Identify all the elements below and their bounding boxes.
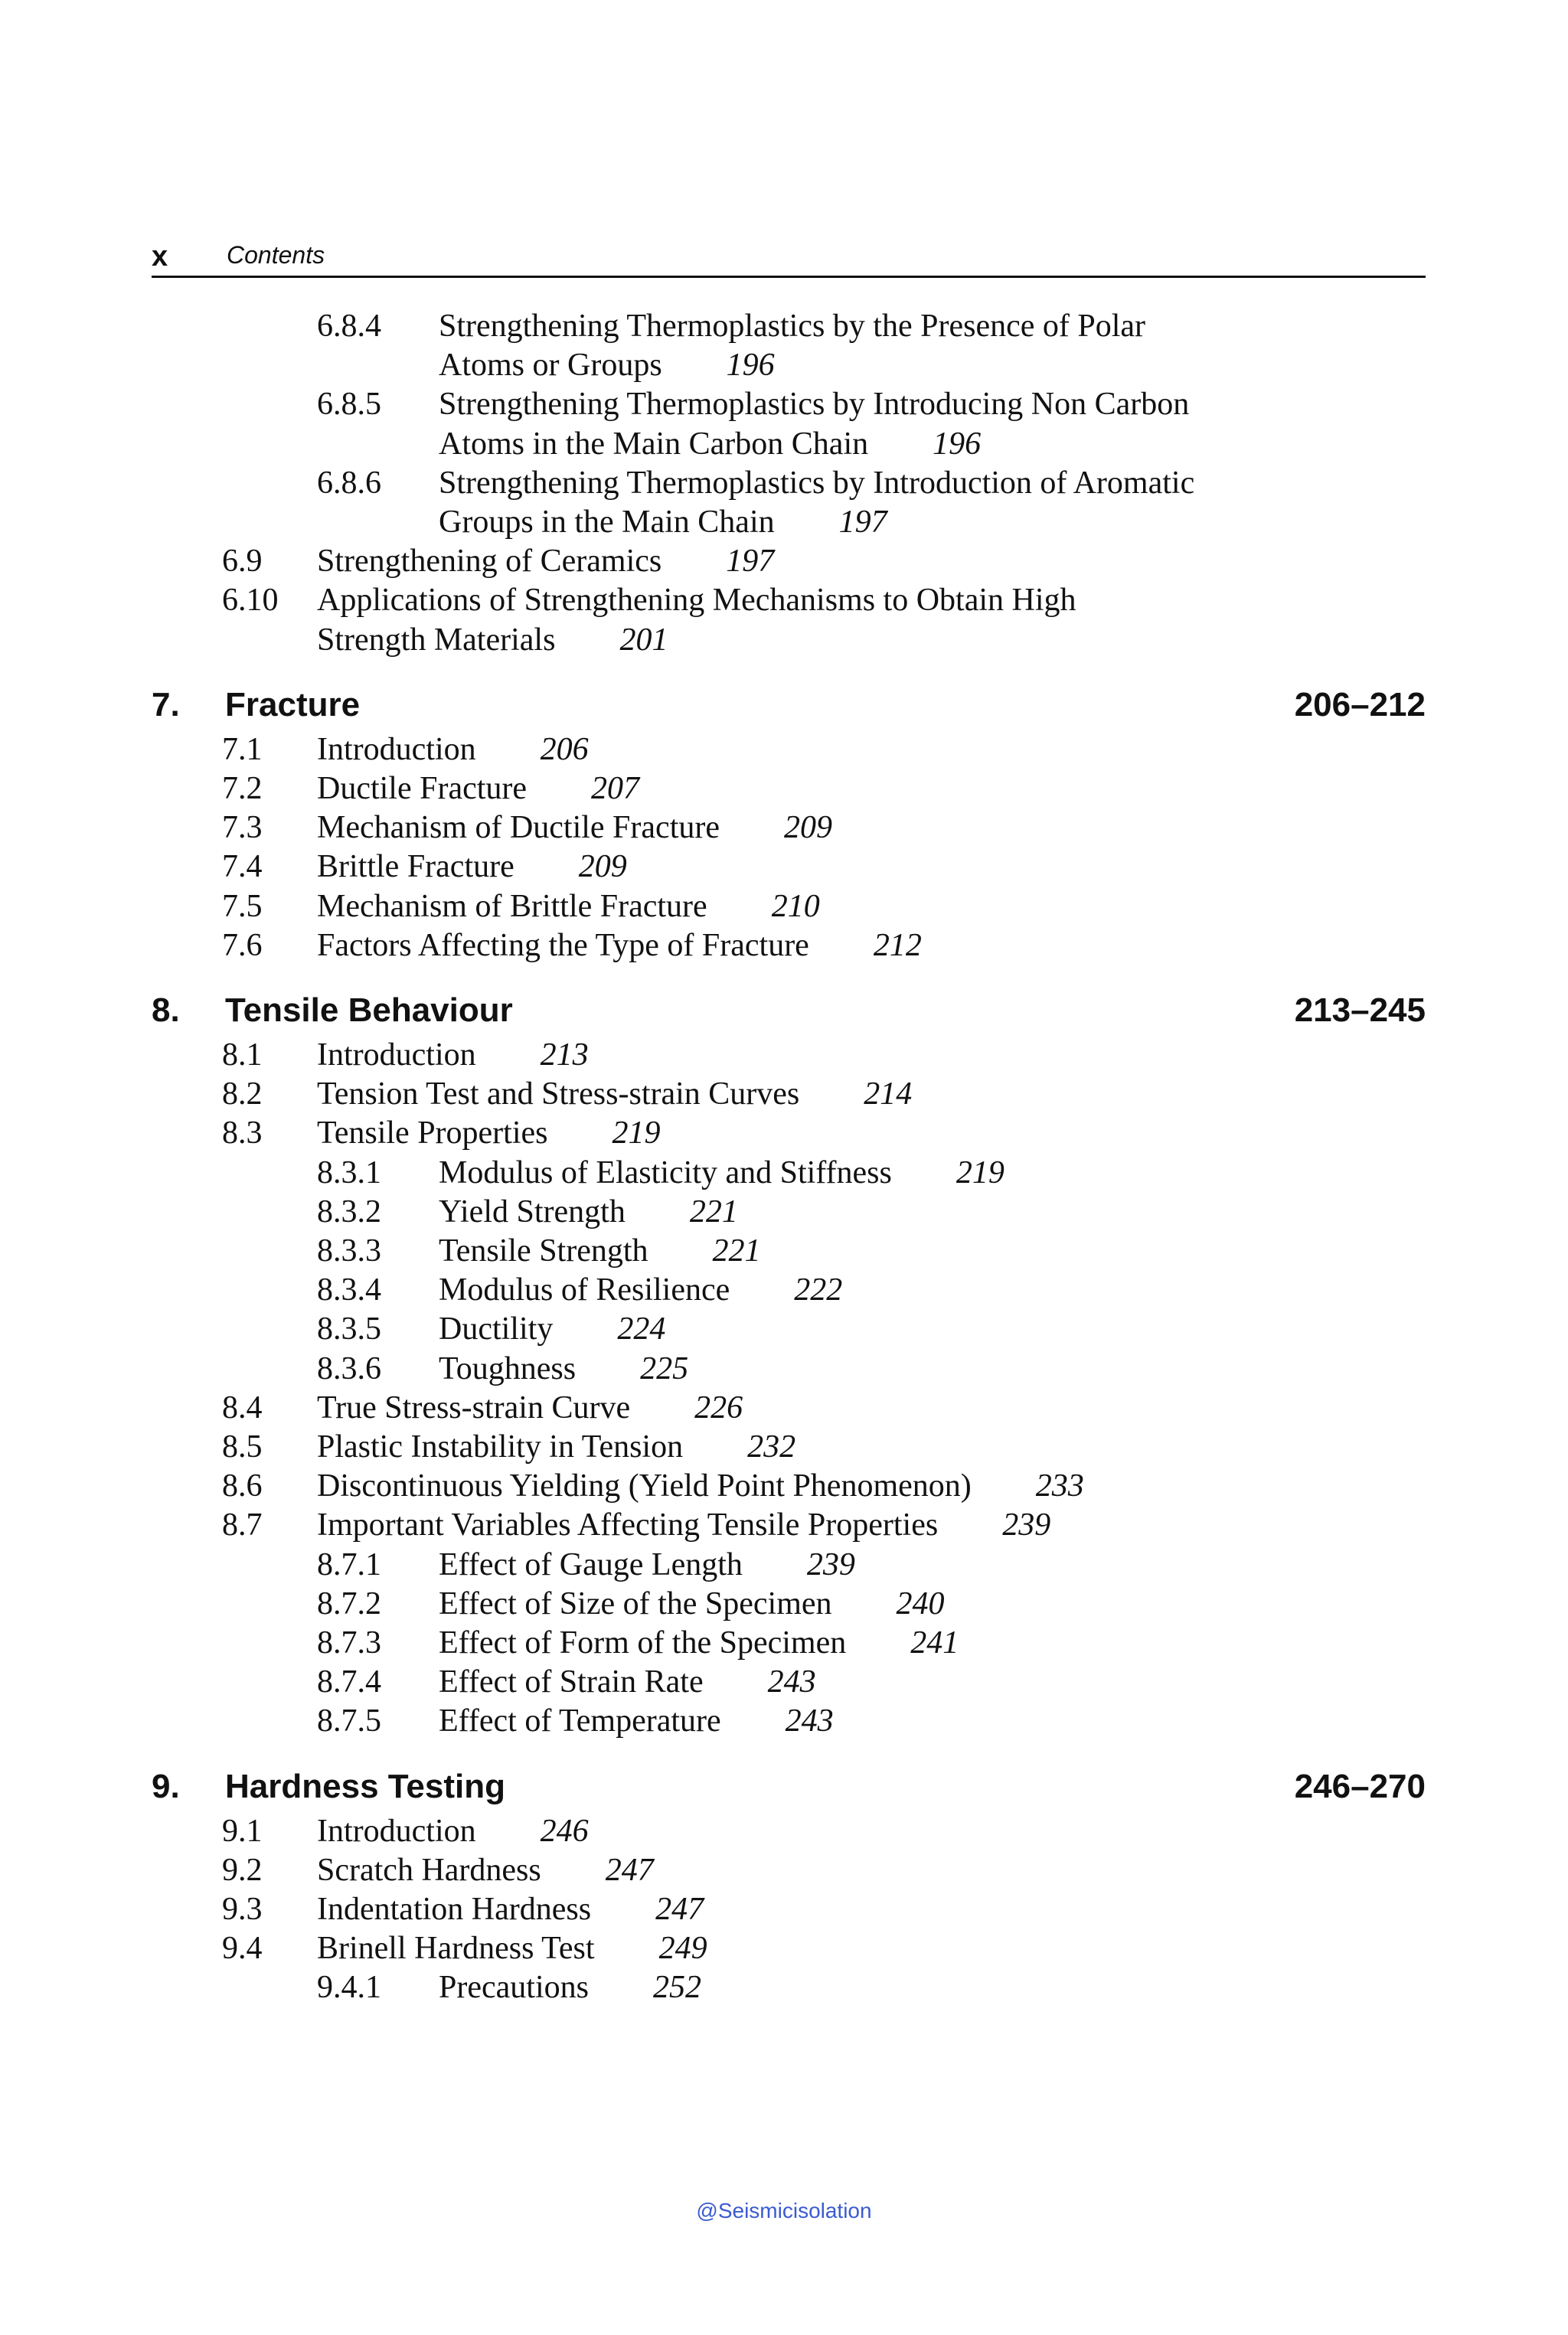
entry-title-text: Tension Test and Stress-strain Curves — [317, 1076, 800, 1112]
entry-title-text: Ductility — [439, 1311, 554, 1347]
entry-title — [317, 888, 820, 925]
entry-title — [317, 1037, 589, 1073]
entry-title-text: Brinell Hardness Test — [317, 1931, 595, 1967]
entry-page: 239 — [806, 1546, 855, 1582]
entry-title — [439, 1664, 816, 1700]
entry-page: 247 — [605, 1852, 654, 1888]
running-title: Contents — [227, 241, 325, 269]
entry-number: 8.7.3 — [317, 1625, 381, 1661]
entry-number: 8.3.2 — [317, 1194, 381, 1230]
entry-page: 196 — [726, 348, 775, 384]
entry-title-text: Introduction — [317, 1037, 476, 1073]
entry-title — [439, 1350, 688, 1387]
entry-number: 6.8.6 — [317, 465, 381, 501]
entry-number: 8.7.5 — [317, 1703, 381, 1739]
chapter-page-range: 213–245 — [1294, 991, 1426, 1029]
entry-title-text: Discontinuous Yielding (Yield Point Phenomenon) — [317, 1468, 972, 1504]
entry-number: 9.3 — [222, 1892, 263, 1927]
entry-title — [439, 1969, 701, 2006]
entry-title-text: Groups in the Main Chain — [439, 505, 775, 540]
entry-page: 224 — [617, 1311, 666, 1347]
entry-number: 8.2 — [222, 1076, 263, 1112]
entry-number: 8.6 — [222, 1468, 263, 1504]
entry-number: 8.3.3 — [317, 1233, 381, 1269]
chapter-number: 9. — [152, 1767, 180, 1805]
entry-page: 233 — [1035, 1468, 1084, 1504]
entry-title — [439, 1272, 842, 1308]
entry-title — [439, 1194, 738, 1230]
entry-title-text: True Stress-strain Curve — [317, 1390, 631, 1425]
entry-title-text: Strengthening Thermoplastics by Introducing Non Carbon — [439, 387, 1190, 423]
entry-title-text: Indentation Hardness — [317, 1892, 592, 1927]
entry-title-text: Effect of Gauge Length — [439, 1546, 743, 1582]
chapter-heading — [152, 684, 1426, 727]
entry-title-text: Yield Strength — [439, 1194, 626, 1230]
entry-page: 210 — [771, 888, 820, 924]
entry-page: 221 — [712, 1233, 761, 1269]
entry-title — [317, 1930, 707, 1967]
entry-number: 7.3 — [222, 810, 263, 846]
entry-title-text: Effect of Size of the Specimen — [439, 1586, 832, 1621]
entry-page: 207 — [591, 771, 640, 806]
entry-title-text: Factors Affecting the Type of Fracture — [317, 927, 809, 963]
chapter-page-range: 206–212 — [1294, 685, 1426, 723]
entry-page: 219 — [612, 1115, 661, 1151]
entry-number: 8.5 — [222, 1429, 263, 1465]
entry-title — [317, 1813, 589, 1850]
entry-title-text: Atoms or Groups — [439, 348, 662, 384]
entry-title-continued — [439, 504, 887, 540]
entry-title — [317, 1852, 654, 1889]
entry-page: 232 — [747, 1429, 796, 1465]
entry-title — [439, 1586, 945, 1622]
entry-number: 6.8.5 — [317, 387, 381, 423]
entry-title-text: Strengthening of Ceramics — [317, 544, 662, 580]
entry-number: 6.8.4 — [317, 309, 381, 344]
entry-page: 222 — [794, 1272, 843, 1308]
entry-title — [439, 1311, 665, 1347]
entry-title — [317, 1390, 743, 1426]
entry-number: 7.4 — [222, 849, 263, 885]
entry-number: 8.3.4 — [317, 1272, 381, 1308]
entry-number: 8.7 — [222, 1507, 263, 1543]
entry-number: 8.3.5 — [317, 1311, 381, 1347]
entry-title — [317, 1429, 795, 1465]
entry-title — [317, 543, 774, 580]
entry-title — [439, 1625, 959, 1661]
entry-number: 7.2 — [222, 771, 263, 806]
entry-page: 240 — [896, 1586, 945, 1621]
entry-title — [317, 770, 639, 807]
entry-number: 6.9 — [222, 544, 263, 580]
entry-title — [317, 1076, 912, 1112]
entry-number: 8.4 — [222, 1390, 263, 1425]
entry-title-text: Effect of Strain Rate — [439, 1664, 704, 1700]
entry-page: 243 — [785, 1703, 834, 1739]
chapter-title: Fracture — [225, 685, 361, 723]
entry-number: 7.5 — [222, 888, 263, 924]
entry-page: 239 — [1002, 1507, 1051, 1543]
entry-number: 7.1 — [222, 731, 263, 767]
entry-number: 8.7.2 — [317, 1586, 381, 1621]
entry-title-continued — [439, 426, 981, 462]
chapter-number: 7. — [152, 685, 180, 723]
entry-page: 241 — [910, 1625, 959, 1661]
entry-title — [439, 1233, 761, 1269]
chapter-heading — [152, 989, 1426, 1032]
entry-title-text: Brittle Fracture — [317, 849, 514, 885]
entry-title — [317, 1507, 1050, 1543]
entry-title — [439, 1154, 1004, 1191]
entry-page: 213 — [540, 1037, 589, 1073]
entry-page: 206 — [540, 731, 589, 767]
entry-title-text: Precautions — [439, 1970, 589, 2006]
entry-number: 8.7.4 — [317, 1664, 381, 1700]
entry-title-text: Tensile Strength — [439, 1233, 648, 1269]
entry-title — [317, 927, 922, 964]
watermark: @Seismicisolation — [696, 2199, 872, 2222]
entry-title-text: Mechanism of Ductile Fracture — [317, 810, 720, 846]
entry-title — [439, 386, 1189, 423]
page-header — [152, 237, 1426, 278]
entry-title-text: Effect of Temperature — [439, 1703, 721, 1739]
chapter-title: Tensile Behaviour — [225, 991, 513, 1029]
entry-title — [317, 1891, 704, 1928]
entry-page: 243 — [767, 1664, 816, 1700]
entry-title-text: Tensile Properties — [317, 1115, 548, 1151]
entry-number: 9.4 — [222, 1931, 263, 1967]
entry-title-text: Modulus of Resilience — [439, 1272, 730, 1308]
entry-title-text: Effect of Form of the Specimen — [439, 1625, 847, 1661]
entry-page: 247 — [655, 1892, 704, 1927]
entry-page: 197 — [838, 505, 887, 540]
entry-title — [439, 465, 1194, 501]
entry-number: 8.3.6 — [317, 1350, 381, 1386]
entry-title-text: Introduction — [317, 731, 476, 767]
entry-number: 9.1 — [222, 1813, 263, 1849]
entry-title-text: Scratch Hardness — [317, 1852, 541, 1888]
entry-title — [317, 731, 589, 768]
entry-page: 209 — [578, 849, 627, 885]
entry-title — [439, 1703, 834, 1739]
entry-title — [317, 1115, 661, 1151]
entry-page: 252 — [652, 1970, 701, 2006]
entry-title — [439, 1546, 855, 1583]
chapter-title: Hardness Testing — [225, 1767, 505, 1805]
entry-title — [317, 809, 832, 846]
entry-title-text: Important Variables Affecting Tensile Properties — [317, 1507, 939, 1543]
entry-number: 8.1 — [222, 1037, 263, 1073]
entry-title-text: Toughness — [439, 1350, 577, 1386]
entry-title — [317, 1468, 1084, 1504]
entry-title-text: Introduction — [317, 1813, 476, 1849]
entry-title — [317, 582, 1076, 619]
entry-number: 8.7.1 — [317, 1546, 381, 1582]
chapter-page-range: 246–270 — [1294, 1767, 1426, 1805]
entry-page: 246 — [540, 1813, 589, 1849]
entry-title — [439, 308, 1145, 345]
entry-number: 6.10 — [222, 583, 279, 619]
entry-page: 225 — [640, 1350, 689, 1386]
entry-page: 197 — [726, 544, 775, 580]
entry-title-text: Ductile Fracture — [317, 771, 528, 806]
entry-title-text: Mechanism of Brittle Fracture — [317, 888, 707, 924]
entry-page: 214 — [864, 1076, 913, 1112]
entry-page: 249 — [658, 1931, 707, 1967]
entry-title-text: Applications of Strengthening Mechanisms to Obtain High — [317, 583, 1076, 619]
entry-page: 196 — [933, 426, 982, 462]
entry-page: 226 — [694, 1390, 743, 1425]
entry-page: 209 — [783, 810, 832, 846]
entry-page: 212 — [873, 927, 922, 963]
entry-title-text: Atoms in the Main Carbon Chain — [439, 426, 869, 462]
entry-title-continued — [317, 622, 668, 658]
entry-page: 221 — [689, 1194, 738, 1230]
entry-title-text: Plastic Instability in Tension — [317, 1429, 684, 1465]
entry-page: 219 — [956, 1154, 1004, 1190]
entry-number: 9.2 — [222, 1852, 263, 1888]
entry-number: 7.6 — [222, 927, 263, 963]
entry-title-text: Strengthening Thermoplastics by the Presence of Polar — [439, 309, 1146, 344]
entry-title-text: Strengthening Thermoplastics by Introduction of Aromatic — [439, 465, 1195, 501]
entry-title-text: Modulus of Elasticity and Stiffness — [439, 1154, 892, 1190]
entry-title-continued — [439, 347, 775, 384]
entry-number: 8.3.1 — [317, 1154, 381, 1190]
entry-number: 8.3 — [222, 1115, 263, 1151]
entry-title-text: Strength Materials — [317, 622, 556, 658]
entry-number: 9.4.1 — [317, 1970, 381, 2006]
entry-title — [317, 848, 627, 885]
chapter-number: 8. — [152, 991, 180, 1029]
page-number: x — [152, 240, 168, 273]
entry-page: 201 — [619, 622, 668, 658]
chapter-heading — [152, 1765, 1426, 1808]
